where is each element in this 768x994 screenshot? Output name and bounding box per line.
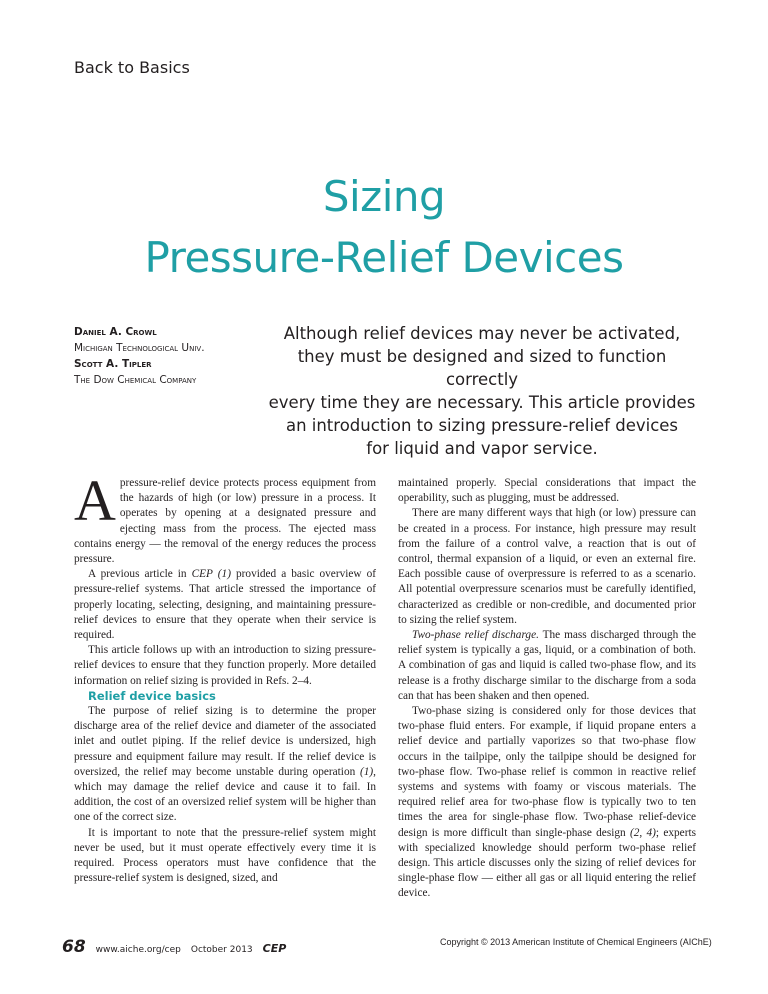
author-block — [74, 324, 205, 388]
body-column-right — [398, 476, 696, 902]
subheading: Relief device basics — [88, 688, 216, 703]
author-affiliation: Michigan Technological Univ. — [74, 342, 205, 354]
magazine-name: CEP — [262, 942, 287, 955]
paragraph: Apressure-relief device protects process equipment from the hazards of high (or low) pressure in a process. It operates by opening at a designated pressure and ejecting mass from the process. The ejected mass contains energy — the removal of the energy reduces the process pressure. — [74, 468, 376, 566]
section-label: Back to Basics — [74, 58, 190, 77]
page-footer — [62, 937, 286, 957]
paragraph: maintained properly. Special considerations that impact the operability, such as plugging, must be addressed. — [398, 477, 696, 505]
reference: CEP (1) — [191, 568, 231, 581]
paragraph: The purpose of relief sizing is to determine the proper discharge area of the relief device and diameter of the associated inlet and outlet piping. If the relief device is undersized, high pressure and equipment failure may result. If the relief device is oversized, the relief may become unstable during operation (1), which may damage the relief device and cause it to fail. In addition, the cost of an oversized relief system will be higher than one of the correct size. — [74, 705, 376, 824]
author-affiliation: The Dow Chemical Company — [74, 374, 197, 386]
article-title-line-1: Sizing — [322, 172, 446, 221]
reference: (2, 4) — [629, 826, 656, 839]
body-column-left — [74, 468, 376, 886]
deck-line: Although relief devices may never be activated, — [283, 324, 681, 343]
article-title-line-2: Pressure-Relief Devices — [144, 233, 624, 282]
footer-issue: October 2013 — [190, 945, 253, 955]
run-in-heading: Two-phase relief discharge. — [412, 629, 539, 642]
paragraph: It is important to note that the pressure-relief system might never be used, but it must operate effectively every time it is required. Process operators must have confidence that the pressure-relief system is designed, sized, and — [74, 826, 376, 885]
reference: (1) — [359, 765, 374, 778]
copyright-notice: Copyright © 2013 American Institute of Chemical Engineers (AIChE) — [440, 937, 712, 947]
footer-url: www.aiche.org/cep — [95, 945, 181, 955]
page-number: 68 — [62, 937, 86, 957]
deck-line: every time they are necessary. This article provides — [268, 393, 696, 412]
author-name: Daniel A. Crowl — [74, 326, 157, 338]
author-name: Scott A. Tipler — [74, 358, 152, 370]
paragraph: There are many different ways that high (or low) pressure can be created in a process. For instance, high pressure may result from the failure of a control valve, a reaction that is out of control, thermal expansion of a liquid, or even an external fire. Each possible cause of overpressure is referred to as a scenario. All potential overpressure scenarios must be carefully identified, characterized as credible or non-credible, and documented prior to sizing the relief system. — [398, 507, 696, 626]
drop-cap: A — [74, 468, 116, 533]
deck-line: for liquid and vapor service. — [366, 439, 598, 458]
paragraph: Two-phase relief discharge. The mass discharged through the relief system is typically a gas, liquid, or a combination of both. A combination of gas and liquid is called two-phase flow, and its release is a frothy discharge similar to the discharge from a soda can that has been shaken and then opened. — [398, 629, 697, 702]
paragraph: Two-phase sizing is considered only for those devices that two-phase fluid enters. For example, if liquid propane enters a relief device and partially vaporizes so that two-phase flow occurs in the tailpipe, only the tailpipe should be designed for two-phase flow. Two-phase relief is common in reactive relief systems and systems with foamy or viscous materials. The required relief area for two-phase flow is typically two to ten times the area for single-phase flow. Two-phase relief-device design is more difficult than single-phase design (2, 4); experts with specialized knowledge should perform two-phase relief design. This article discusses only the sizing of relief devices for single-phase flow — either all gas or all liquid entering the relief device. — [398, 705, 696, 900]
article-deck — [262, 322, 702, 460]
paragraph: A previous article in CEP (1) provided a basic overview of pressure-relief systems. That article stressed the importance of properly locating, selecting, designing, and maintaining pressure-relief devices to ensure that they operate when their service is required. — [74, 568, 376, 642]
paragraph: This article follows up with an introduction to sizing pressure-relief devices to ensure that they function properly. More detailed information on relief sizing is provided in Refs. 2–4. — [74, 644, 376, 687]
deck-line: an introduction to sizing pressure-relief devices — [285, 416, 679, 435]
deck-line: they must be designed and sized to function correctly — [297, 347, 667, 389]
